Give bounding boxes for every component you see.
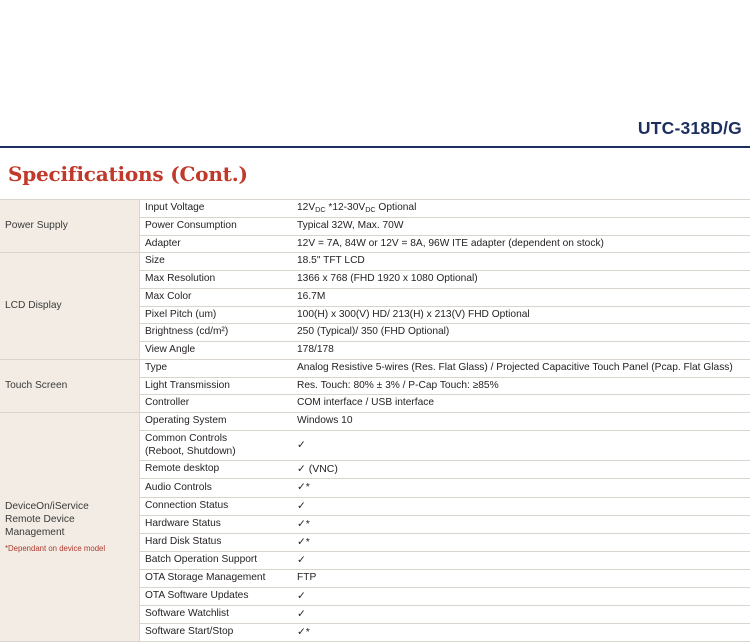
row-label: Hard Disk Status xyxy=(140,533,293,551)
specifications-table xyxy=(0,199,750,642)
table-row xyxy=(0,253,750,271)
row-value: $12V_{DC}$ $*12-30V_{DC}$ Optional xyxy=(292,200,750,218)
row-value: 16.7M xyxy=(292,288,750,306)
row-value: COM interface / USB interface xyxy=(292,395,750,413)
row-label: Batch Operation Support xyxy=(140,551,293,569)
footnote: *Dependant on device model xyxy=(5,543,106,553)
row-value: 250 (Typical)/ 350 (FHD Optional) xyxy=(292,324,750,342)
row-value: ✓ xyxy=(292,605,750,623)
table-row xyxy=(0,200,750,218)
group-label-deviceon xyxy=(0,413,140,642)
row-value: ✓ xyxy=(292,587,750,605)
group-label-text: DeviceOn/iService Remote Device Management xyxy=(5,501,89,538)
row-label: Software Watchlist xyxy=(140,605,293,623)
section-title: Specifications (Cont.) xyxy=(8,162,248,186)
header-divider xyxy=(0,146,750,148)
row-label: Max Color xyxy=(140,288,293,306)
row-value: Typical 32W, Max. 70W xyxy=(292,217,750,235)
row-value: ✓ xyxy=(292,497,750,515)
row-value: ✓* xyxy=(292,479,750,497)
row-value: ✓ (VNC) xyxy=(292,461,750,479)
row-label: Remote desktop xyxy=(140,461,293,479)
group-label-power-supply: Power Supply xyxy=(0,200,140,253)
row-value: Windows 10 xyxy=(292,413,750,431)
row-label: Operating System xyxy=(140,413,293,431)
table-row xyxy=(0,413,750,431)
row-label: Common Controls (Reboot, Shutdown) xyxy=(140,430,293,461)
row-value: 178/178 xyxy=(292,342,750,360)
row-value: FTP xyxy=(292,570,750,588)
row-label: Hardware Status xyxy=(140,515,293,533)
row-label: Adapter xyxy=(140,235,293,253)
row-value: 100(H) x 300(V) HD/ 213(H) x 213(V) FHD Optional xyxy=(292,306,750,324)
page-title: UTC-318D/G xyxy=(637,118,742,138)
row-value: 12V = 7A, 84W or 12V = 8A, 96W ITE adapter (dependent on stock) xyxy=(292,235,750,253)
row-label: Audio Controls xyxy=(140,479,293,497)
row-label: Max Resolution xyxy=(140,271,293,289)
row-value: ✓ xyxy=(292,551,750,569)
row-value: Res. Touch: 80% ± 3% / P-Cap Touch: ≥85% xyxy=(292,377,750,395)
row-label: Power Consumption xyxy=(140,217,293,235)
row-value: Analog Resistive 5-wires (Res. Flat Glass) / Projected Capacitive Touch Panel (Pcap. Flat Glass) xyxy=(292,359,750,377)
row-label: Software Start/Stop xyxy=(140,624,293,642)
row-value: ✓* xyxy=(292,515,750,533)
row-label: Controller xyxy=(140,395,293,413)
row-value: ✓ xyxy=(292,430,750,461)
row-label: View Angle xyxy=(140,342,293,360)
group-label-lcd-display: LCD Display xyxy=(0,253,140,360)
row-label: Pixel Pitch (um) xyxy=(140,306,293,324)
row-label: OTA Storage Management xyxy=(140,570,293,588)
row-label: OTA Software Updates xyxy=(140,587,293,605)
row-value: ✓* xyxy=(292,533,750,551)
row-label: Brightness (cd/m²) xyxy=(140,324,293,342)
row-label: Input Voltage xyxy=(140,200,293,218)
table-row xyxy=(0,359,750,377)
row-value: ✓* xyxy=(292,624,750,642)
row-value: 1366 x 768 (FHD 1920 x 1080 Optional) xyxy=(292,271,750,289)
row-label: Connection Status xyxy=(140,497,293,515)
row-label: Size xyxy=(140,253,293,271)
row-label: Type xyxy=(140,359,293,377)
group-label-touch-screen: Touch Screen xyxy=(0,359,140,412)
row-label: Light Transmission xyxy=(140,377,293,395)
row-value: 18.5" TFT LCD xyxy=(292,253,750,271)
